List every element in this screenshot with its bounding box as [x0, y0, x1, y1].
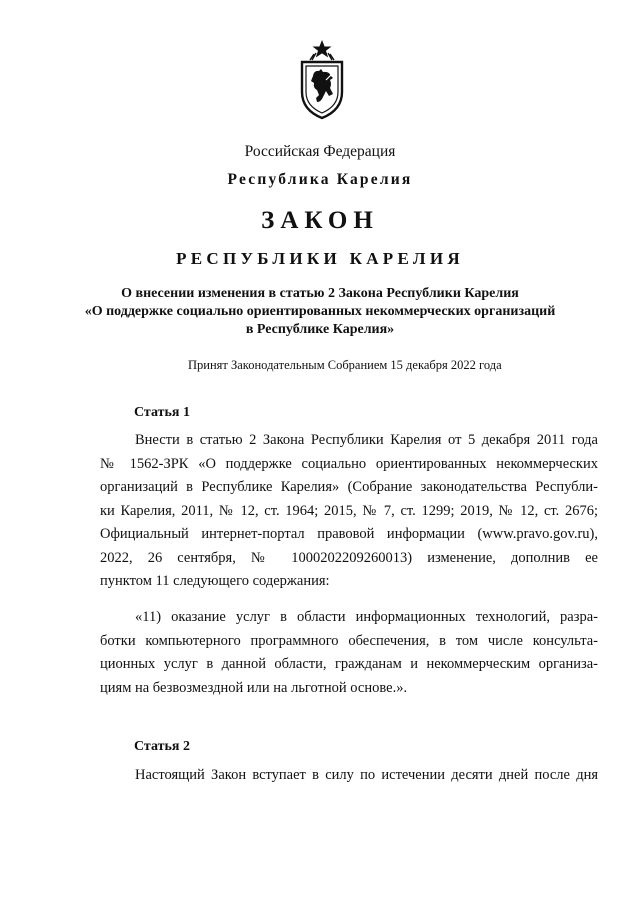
law-title-line: «О поддержке социально ориентированных некоммерческих организаций	[84, 304, 556, 319]
law-title-line: в Республике Карелия»	[245, 322, 395, 337]
article-1-paragraph	[100, 429, 598, 594]
law-title-line: О внесении изменения в статью 2 Закона Республики Карелия	[121, 286, 519, 301]
article-1-quoted-point	[100, 606, 598, 700]
text-line: пунктом 11 следующего содержания:	[100, 573, 330, 589]
text-line: ционных услуг в данной области, гражданам и некоммерческим организа-	[100, 656, 598, 672]
coat-of-arms-bear-icon	[296, 40, 348, 120]
text-line: 2022, 26 сентября, № 1000202209260013) изменение, дополнив ее	[100, 549, 598, 566]
text-line: ботки компьютерного программного обеспечения, в том числе консульта-	[100, 632, 598, 649]
republic-name: Республика Карелия	[227, 171, 413, 188]
text-line: организаций в Республике Карелия» (Собрание законодательства Республи-	[100, 479, 598, 495]
article-1-heading: Статья 1	[134, 405, 190, 420]
adoption-note: Принят Законодательным Собранием 15 декабря 2022 года	[188, 358, 502, 372]
document-issuer-heading: РЕСПУБЛИКИ КАРЕЛИЯ	[176, 249, 464, 268]
text-line: Настоящий Закон вступает в силу по истечении десяти дней после дня	[135, 767, 598, 783]
document-type-heading: ЗАКОН	[261, 207, 379, 234]
text-line: циям на безвозмездной или на льготной основе.».	[100, 679, 408, 696]
text-line: Официальный интернет-портал правовой информации (www.pravo.gov.ru),	[100, 526, 598, 542]
text-line: «11) оказание услуг в области информационных технологий, разра-	[135, 609, 598, 625]
text-line: Внести в статью 2 Закона Республики Карелия от 5 декабря 2011 года	[135, 432, 598, 448]
country-name: Российская Федерация	[244, 143, 396, 160]
article-2-heading: Статья 2	[134, 739, 190, 754]
text-line: ки Карелия, 2011, № 12, ст. 1964; 2015, № 7, ст. 1299; 2019, № 12, ст. 2676;	[100, 502, 598, 519]
law-title	[0, 285, 640, 339]
article-2-paragraph	[100, 764, 598, 788]
text-line: № 1562-ЗРК «О поддержке социально ориентированных некоммерческих	[100, 455, 598, 472]
